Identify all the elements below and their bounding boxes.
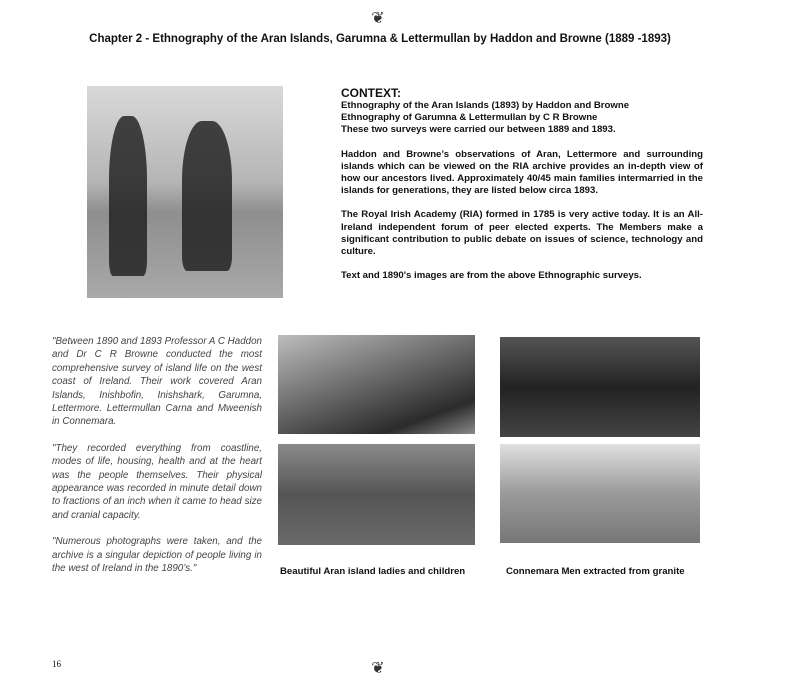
caption-right: Connemara Men extracted from granite: [506, 566, 685, 577]
context-line: Ethnography of Garumna & Lettermullan by C R Browne: [341, 112, 598, 124]
ornament-bottom-icon: ❦: [371, 658, 385, 677]
quote-section: [52, 335, 262, 589]
photo-connemara-men-granite: [500, 444, 700, 543]
quote-paragraph: "Numerous photographs were taken, and the archive is a singular depiction of people living in the west of Ireland in the 1890’s.": [52, 536, 262, 575]
context-line: These two surveys were carried our between 1889 and 1893.: [341, 124, 616, 136]
photo-islanders-shore: [87, 86, 283, 298]
page-number: 16: [52, 659, 61, 669]
context-section: [341, 86, 703, 294]
quote-paragraph: "They recorded everything from coastline, modes of life, housing, health and at the heart was the people themselves. Their physical appearance was recorded in minute detail down to fractions of an inch when it came to head size and cranial capacity.: [52, 442, 262, 521]
photo-connemara-men-group: [500, 337, 700, 437]
photo-aran-children: [278, 444, 475, 545]
photo-aran-ladies: [278, 335, 475, 434]
quote-paragraph: "Between 1890 and 1893 Professor A C Haddon and Dr C R Browne conducted the most comprehensive survey of island life on the west coast of Ireland. Their work covered Aran Islands, Inishbofin, Inishshark, Garumna, Lettermore. Lettermullan Carna and Mweenish in Connemara.: [52, 336, 262, 428]
context-heading: CONTEXT:: [341, 86, 401, 100]
context-line: Ethnography of the Aran Islands (1893) by Haddon and Browne: [341, 100, 630, 111]
page-title: Chapter 2 - Ethnography of the Aran Islands, Garumna & Lettermullan by Haddon and Browne (1889 -1893): [89, 33, 671, 45]
ornament-top-icon: ❦: [371, 8, 385, 27]
context-paragraph: Haddon and Browne’s observations of Aran, Lettermore and surrounding islands which can be viewed on the RIA archive provides an in-depth view of how our ancestors lived. Approximately 40/45 main families intermarried in the islands for generations, they are listed below circa 1893.: [341, 148, 703, 197]
context-paragraph: Text and 1890's images are from the above Ethnographic surveys.: [341, 270, 642, 282]
context-paragraph: The Royal Irish Academy (RIA) formed in 1785 is very active today. It is an All-Ireland independent forum of peer elected experts. The Members make a significant contribution to public debate on issues of science, technology and culture.: [341, 209, 703, 258]
caption-left: Beautiful Aran island ladies and children: [280, 566, 466, 577]
